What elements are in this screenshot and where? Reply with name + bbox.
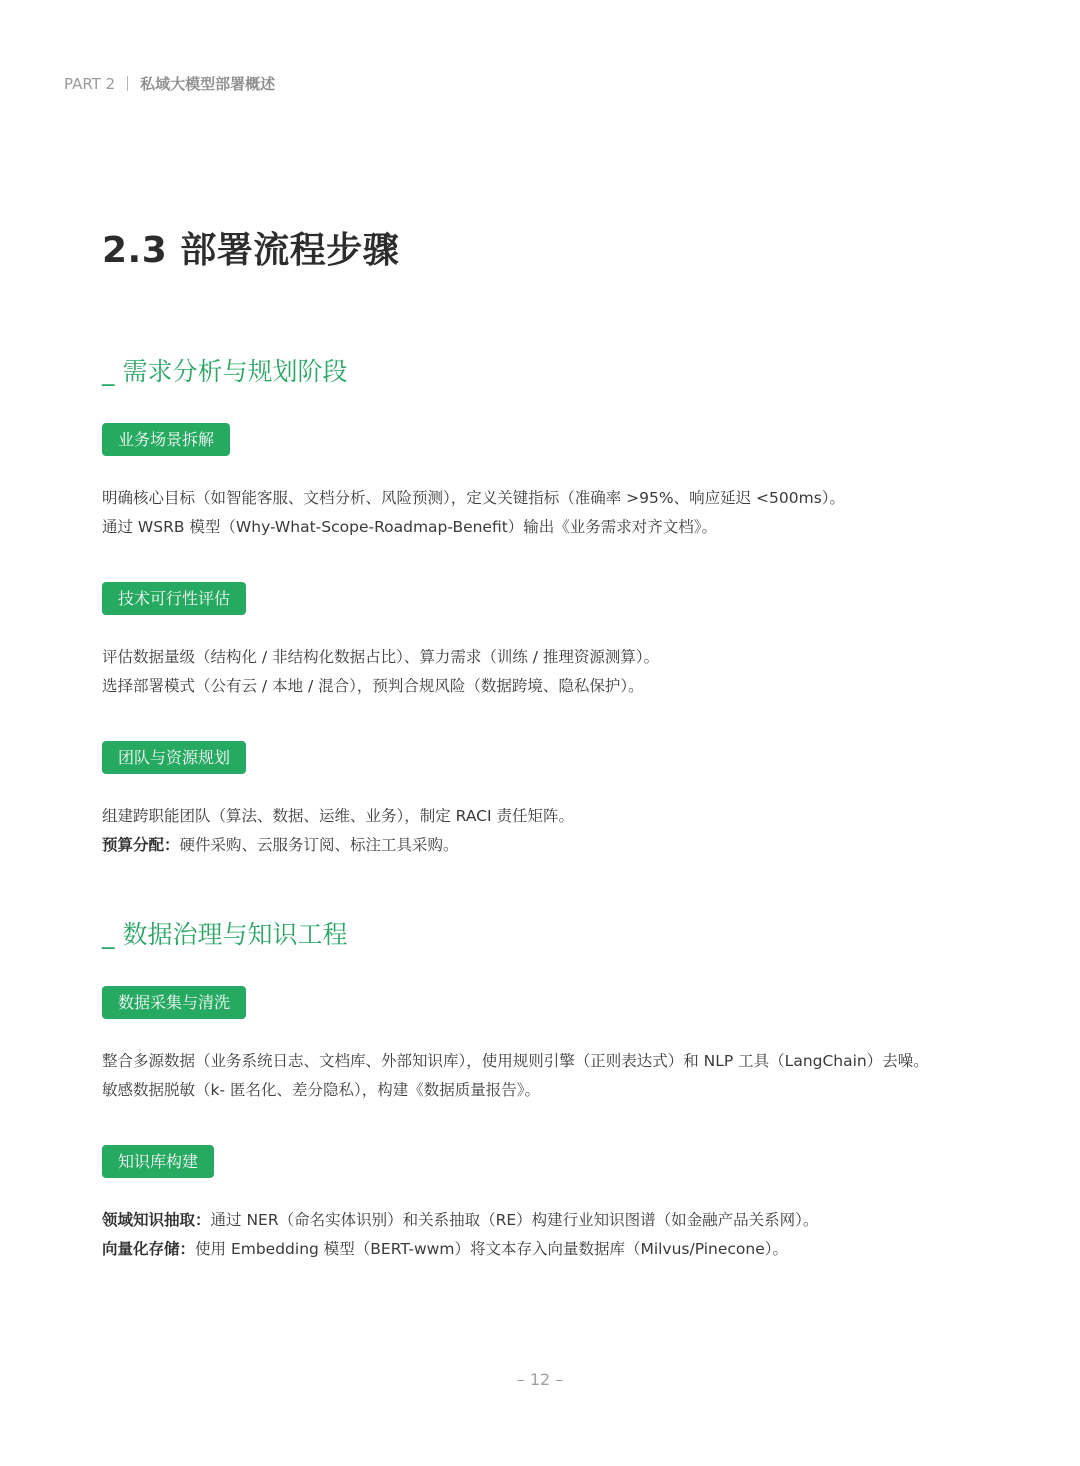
bold-label: 领域知识抽取： <box>102 1211 211 1229</box>
bold-label: 预算分配： <box>102 836 180 854</box>
paragraph-line <box>102 1235 818 1264</box>
paragraph-business-scenario <box>102 484 845 542</box>
paragraph-knowledge-base <box>102 1206 818 1264</box>
header-divider <box>127 76 128 91</box>
paragraph-line: 组建跨职能团队（算法、数据、运维、业务），制定 RACI 责任矩阵。 <box>102 807 574 825</box>
tag-knowledge-base: 知识库构建 <box>102 1145 214 1178</box>
tag-team-resources: 团队与资源规划 <box>102 741 246 774</box>
paragraph-line <box>102 831 574 860</box>
tag-data-collection: 数据采集与清洗 <box>102 986 246 1019</box>
paragraph-line <box>102 1206 818 1235</box>
paragraph-line: 通过 WSRB 模型（Why-What-Scope-Roadmap-Benefit）输出《业务需求对齐文档》。 <box>102 518 718 536</box>
line-text: 通过 NER（命名实体识别）和关系抽取（RE）构建行业知识图谱（如金融产品关系网）。 <box>210 1211 819 1229</box>
paragraph-team-resources <box>102 802 574 860</box>
tag-tech-feasibility: 技术可行性评估 <box>102 582 246 615</box>
page-number: – 12 – <box>516 1370 564 1389</box>
section-title-text: 数据治理与知识工程 <box>122 920 348 949</box>
paragraph-data-collection <box>102 1047 929 1105</box>
section-title-requirements: _ 需求分析与规划阶段 <box>102 357 348 386</box>
line-text: 使用 Embedding 模型（BERT-wwm）将文本存入向量数据库（Milvus/Pinecone）。 <box>195 1240 789 1258</box>
line-text: 硬件采购、云服务订阅、标注工具采购。 <box>179 836 459 854</box>
bold-label: 向量化存储： <box>102 1240 196 1258</box>
paragraph-line: 明确核心目标（如智能客服、文档分析、风险预测），定义关键指标（准确率 >95%、响应延迟 <500ms）。 <box>102 489 846 507</box>
section-title-data-governance: _ 数据治理与知识工程 <box>102 920 348 949</box>
page-title: 2.3 部署流程步骤 <box>102 230 400 271</box>
header-part: PART 2 <box>64 75 116 93</box>
section-title-text: 需求分析与规划阶段 <box>122 357 348 386</box>
paragraph-line: 选择部署模式（公有云 / 本地 / 混合），预判合规风险（数据跨境、隐私保护）。 <box>102 677 644 695</box>
paragraph-line: 评估数据量级（结构化 / 非结构化数据占比）、算力需求（训练 / 推理资源测算）。 <box>102 648 660 666</box>
page-header <box>64 73 275 94</box>
paragraph-line: 敏感数据脱敏（k- 匿名化、差分隐私），构建《数据质量报告》。 <box>102 1081 540 1099</box>
tag-business-scenario: 业务场景拆解 <box>102 423 230 456</box>
paragraph-line: 整合多源数据（业务系统日志、文档库、外部知识库），使用规则引擎（正则表达式）和 NLP 工具（LangChain）去噪。 <box>102 1052 929 1070</box>
paragraph-tech-feasibility <box>102 643 659 701</box>
header-title: 私域大模型部署概述 <box>140 75 276 93</box>
